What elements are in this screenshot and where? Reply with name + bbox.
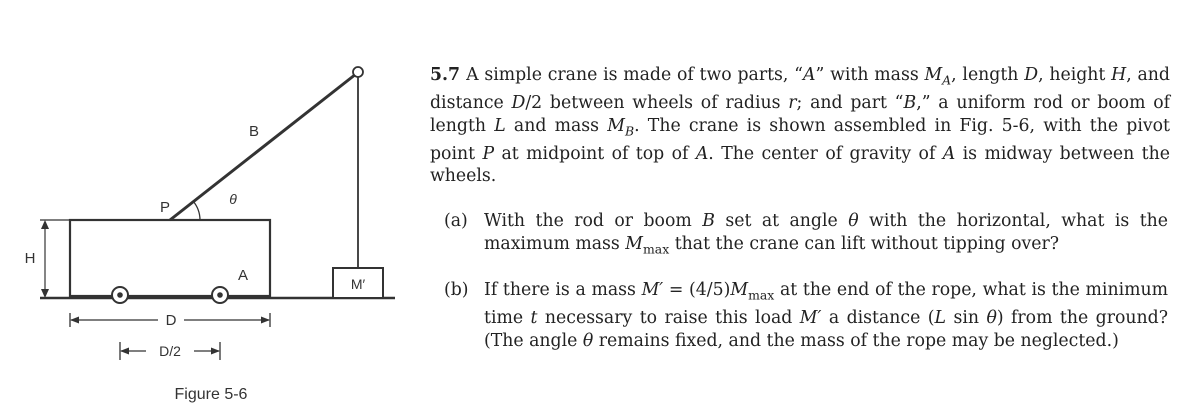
boom-tip-pulley (353, 67, 363, 77)
problem-statement (430, 64, 1170, 188)
part-b-label: (b) (444, 280, 469, 300)
label-h: H (24, 250, 36, 267)
theta-arc (193, 201, 200, 220)
part-b (444, 279, 1168, 352)
label-b: B (248, 123, 260, 140)
problem-intro: A simple crane is made of two parts, “A” with mass $M_A$, length D, height H, and distance D/2 between wheels of radius r; and part “B,” a uniform rod or boom of length L and mass $M_B$. The crane is shown assembled in Fig. 5-6, with the pivot point P at midpoint of top of A. The center of gravity of A is midway between the wheels. (430, 65, 1171, 187)
crane-figure (0, 0, 420, 407)
cart-body-a (70, 220, 270, 296)
right-wheel (212, 287, 228, 303)
boom-b (170, 74, 356, 220)
label-p: P (160, 199, 171, 216)
label-mass: M′ (350, 276, 366, 292)
label-theta: θ (229, 191, 237, 207)
part-a-text: With the rod or boom B set at angle θ with the horizontal, what is the maximum mass $M_{max}$ that the crane can lift without tipping over? (484, 211, 1168, 257)
part-b-text: If there is a mass $M' = (4/5)M_{max}$ at the end of the rope, what is the minimum time t necessary to raise this load M′ a distance (L sin θ) from the ground? (The angle θ remains fixed, and the mass of the rope may be neglected.) (484, 280, 1169, 351)
height-dimension (40, 220, 70, 298)
label-d: D (165, 312, 177, 329)
label-half-d: D/2 (159, 343, 181, 359)
left-wheel (112, 287, 128, 303)
part-a-label: (a) (444, 211, 468, 231)
figure-caption: Figure 5-6 (174, 386, 248, 403)
problem-number: 5.7 (430, 65, 461, 85)
label-a: A (237, 267, 249, 284)
part-a (444, 210, 1168, 261)
